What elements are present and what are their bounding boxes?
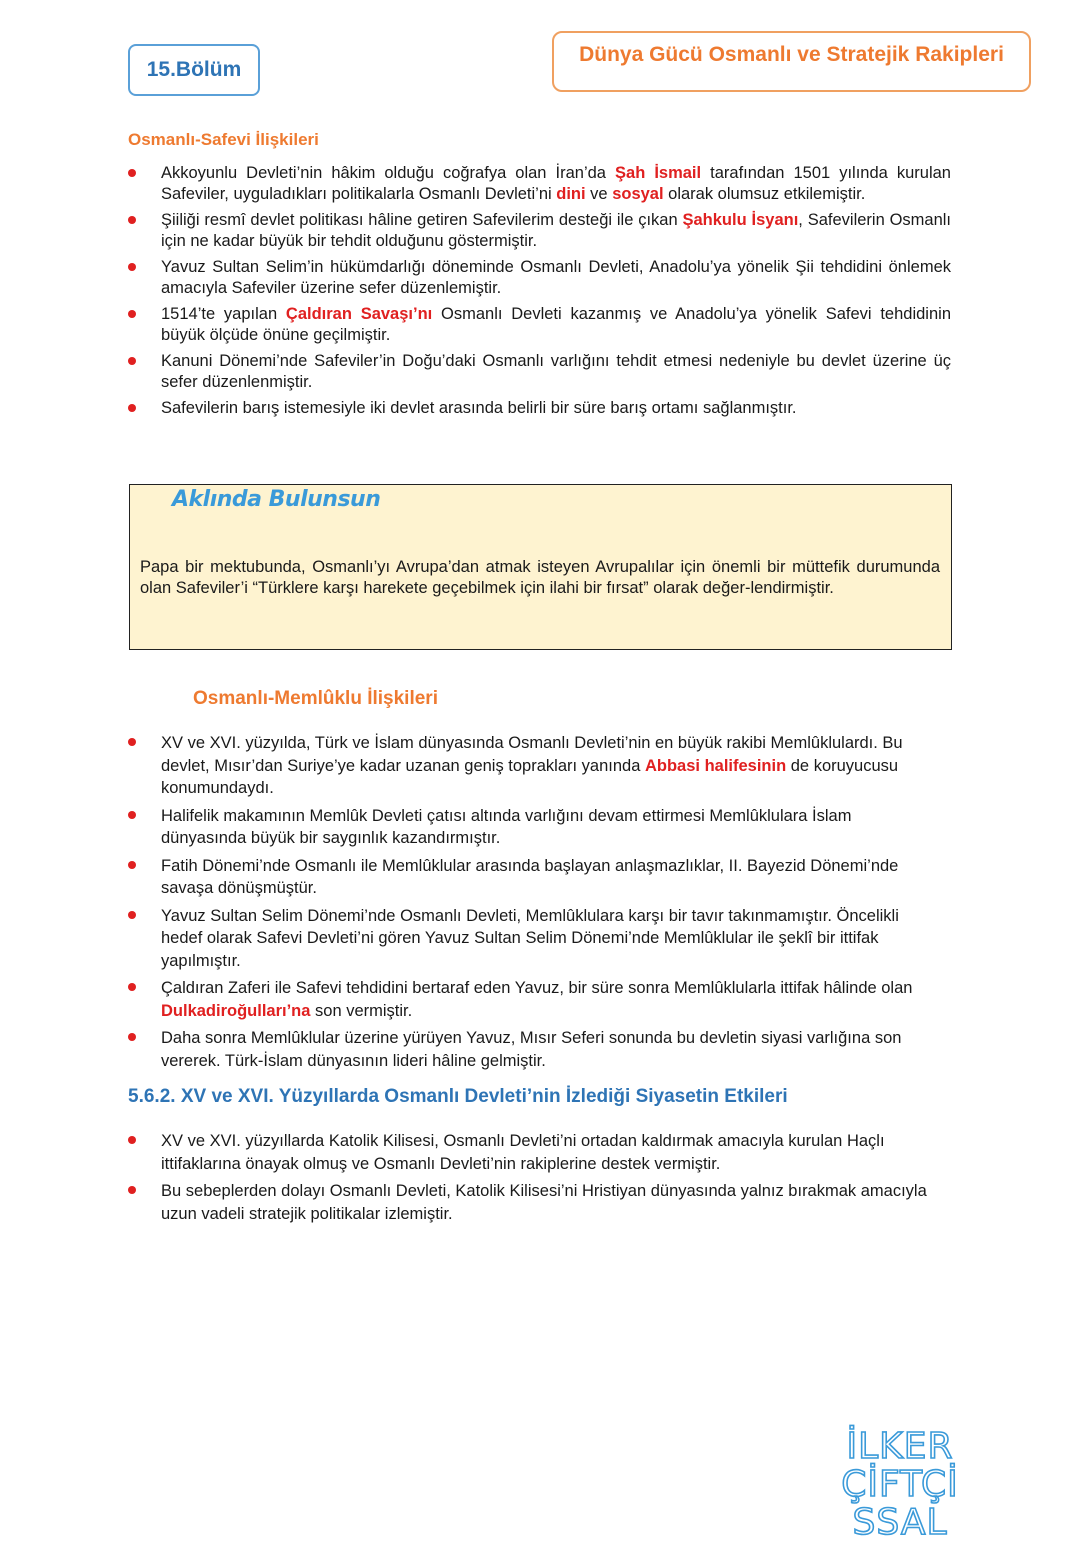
bullet-dot-icon xyxy=(128,983,136,991)
bullet-dot-icon xyxy=(128,404,136,412)
list-item xyxy=(128,398,951,419)
bullet-dot-icon xyxy=(128,263,136,271)
bullet-text: Çaldıran Zaferi ile Safevi tehdidini bertaraf eden Yavuz, bir süre sonra Memlûklularla ittifak hâlinde olan xyxy=(161,979,913,997)
bullet-text: de koruyucusu konumundaydı. xyxy=(161,756,899,797)
section-5-6-2-bullet-list xyxy=(128,1130,928,1230)
list-item xyxy=(128,304,951,346)
bullet-text: tarafından 1501 yılında kurulan Safeviler, uyguladıkları politikalarla Osmanlı Devleti’ni xyxy=(161,164,951,203)
bullet-text: Halifelik makamının Memlûk Devleti çatısı altında varlığını devam ettirmesi Memlûklulara İslam dünyasında büyük bir saygınlık kazandırmıştır. xyxy=(161,806,852,847)
signature-line-2: SSAL xyxy=(852,1502,948,1543)
bullet-text: ve xyxy=(585,185,613,203)
bullet-text: olarak olumsuz etkilemiştir. xyxy=(663,185,866,203)
section-heading-memluk: Osmanlı-Memlûklu İlişkileri xyxy=(193,688,438,709)
bullet-dot-icon xyxy=(128,216,136,224)
bullet-text: Şiiliği resmî devlet politikası hâline getiren Safevilerim desteği ile çıkan xyxy=(161,211,683,229)
bullet-text: Bu sebeplerden dolayı Osmanlı Devleti, Katolik Kilisesi’ni Hristiyan dünyasında yalnız bırakmak amacıyla uzun vadeli stratejik politikalar izlemiştir. xyxy=(161,1182,927,1223)
safevi-bullet-list xyxy=(128,163,951,424)
highlighted-term: dini xyxy=(556,185,586,203)
highlighted-term: Dulkadiroğulları’na xyxy=(161,1001,311,1020)
subsection-heading-5-6-2: 5.6.2. XV ve XVI. Yüzyıllarda Osmanlı Devleti’nin İzlediği Siyasetin Etkileri xyxy=(128,1086,788,1107)
page-title: Dünya Gücü Osmanlı ve Stratejik Rakipleri xyxy=(552,31,1031,92)
highlighted-term: Çaldıran Savaşı’nı xyxy=(285,305,433,323)
note-title: Aklında Bulunsun xyxy=(172,487,381,512)
bullet-dot-icon xyxy=(128,911,136,919)
bullet-text: Safevilerin barış istemesiyle iki devlet arasında belirli bir süre barış ortamı sağlanmıştır. xyxy=(161,399,797,417)
highlighted-term: Şah İsmail xyxy=(615,164,702,182)
highlighted-term: Abbasi halifesinin xyxy=(644,756,787,775)
bullet-dot-icon xyxy=(128,1033,136,1041)
bullet-dot-icon xyxy=(128,738,136,746)
bullet-text: Kanuni Dönemi’nde Safeviler’in Doğu’daki Osmanlı varlığını tehdit etmesi nedeniyle bu devlet üzerine üç sefer düzenlenmiştir. xyxy=(161,352,951,391)
bullet-text: Yavuz Sultan Selim Dönemi’nde Osmanlı Devleti, Memlûklulara karşı bir tavır takınmamıştır. Öncelikli hedef olarak Safevi Devleti’ni gören Yavuz Sultan Selim Dönemi’nde Memlûklular ile şeklî bir ittifak yapılmıştır. xyxy=(161,906,899,970)
highlighted-term: Şahkulu İsyanı xyxy=(682,211,799,229)
list-item xyxy=(128,905,928,973)
list-item xyxy=(128,1130,928,1175)
list-item xyxy=(128,210,951,252)
list-item xyxy=(128,351,951,393)
bullet-dot-icon xyxy=(128,1136,136,1144)
list-item xyxy=(128,1027,928,1072)
list-item xyxy=(128,732,928,800)
bullet-text: son vermiştir. xyxy=(310,1001,413,1020)
bullet-text: XV ve XVI. yüzyıllarda Katolik Kilisesi, Osmanlı Devleti’ni ortadan kaldırmak amacıyla kurulan Haçlı ittifaklarına önayak olmuş ve Osmanlı Devleti’nin rakiplerine destek vermiştir. xyxy=(161,1132,885,1173)
list-item xyxy=(128,1180,928,1225)
bullet-text: XV ve XVI. yüzyılda, Türk ve İslam dünyasında Osmanlı Devleti’nin en büyük rakibi Memlûklulardı. Bu devlet, Mısır’dan Suriye’ye kadar uzanan geniş toprakları yanında xyxy=(161,734,903,775)
memluk-bullet-list xyxy=(128,732,928,1077)
signature-line-1: İLKER ÇİFTÇİ xyxy=(841,1426,959,1505)
bullet-dot-icon xyxy=(128,357,136,365)
bullet-text: , Safevilerin Osmanlı için ne kadar büyük bir tehdit olduğunu göstermiştir. xyxy=(161,211,952,250)
bullet-dot-icon xyxy=(128,811,136,819)
list-item xyxy=(128,805,928,850)
bullet-dot-icon xyxy=(128,310,136,318)
bullet-dot-icon xyxy=(128,861,136,869)
section-heading-safevi: Osmanlı-Safevi İlişkileri xyxy=(128,130,319,149)
author-signature xyxy=(790,1428,1010,1542)
bullet-text: Yavuz Sultan Selim’in hükümdarlığı döneminde Osmanlı Devleti, Anadolu’ya yönelik Şii tehdidini önlemek amacıyla Safeviler üzerine sefer düzenlemiştir. xyxy=(161,258,951,297)
bullet-text: 1514’te yapılan xyxy=(161,305,286,323)
bullet-text: Fatih Dönemi’nde Osmanlı ile Memlûklular arasında başlayan anlaşmazlıklar, II. Bayezid Dönemi’nde savaşa dönüşmüştür. xyxy=(161,856,899,897)
note-box xyxy=(129,484,952,650)
bullet-text: Daha sonra Memlûklular üzerine yürüyen Yavuz, Mısır Seferi sonunda bu devletin siyasi varlığına son vererek. Türk-İslam dünyasının lideri hâline gelmiştir. xyxy=(161,1029,902,1070)
list-item xyxy=(128,163,951,205)
list-item xyxy=(128,257,951,299)
bullet-text: Osmanlı Devleti kazanmış ve Anadolu’ya yönelik Safevi tehdidinin büyük ölçüde önüne geçilmiştir. xyxy=(161,305,951,344)
bullet-text: Akkoyunlu Devleti’nin hâkim olduğu coğrafya olan İran’da xyxy=(161,164,616,182)
bullet-dot-icon xyxy=(128,1186,136,1194)
list-item xyxy=(128,855,928,900)
chapter-label: 15.Bölüm xyxy=(128,44,260,96)
bullet-dot-icon xyxy=(128,169,136,177)
list-item xyxy=(128,977,928,1022)
highlighted-term: sosyal xyxy=(612,185,664,203)
note-text: Papa bir mektubunda, Osmanlı’yı Avrupa’dan atmak isteyen Avrupalılar için önemli bir müttefik durumunda olan Safeviler’i “Türklere karşı harekete geçebilmek için ilahi bir fırsat” olarak değer-lendirmiştir. xyxy=(140,558,940,597)
